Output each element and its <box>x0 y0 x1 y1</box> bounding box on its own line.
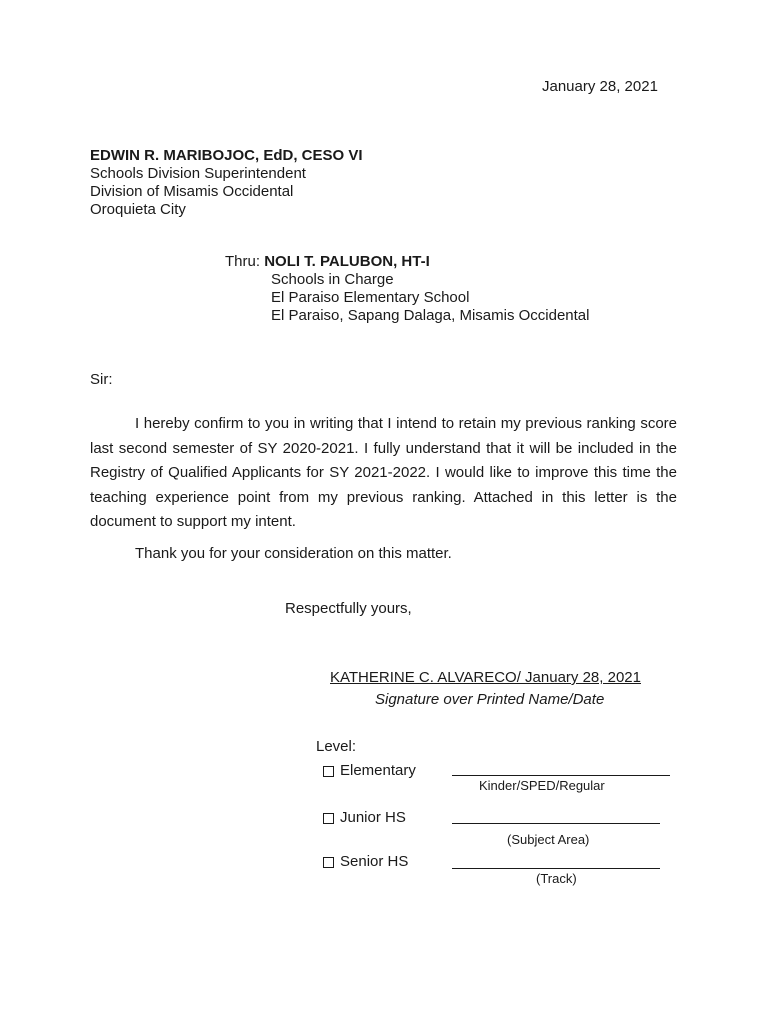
senior-hs-blank[interactable] <box>452 868 660 869</box>
elementary-blank[interactable] <box>452 775 670 776</box>
body-paragraph: I hereby confirm to you in writing that I intend to retain my previous ranking score last second semester of SY 2020-2021. I fully understand that it will be included in the Registry of Qualified Applicants for SY 2021-2022. I would like to improve this time the teaching experience point from my previous ranking. Attached in this letter is the document to support my intent. <box>90 415 677 530</box>
letter-date: January 28, 2021 <box>542 78 658 95</box>
thru-address: El Paraiso, Sapang Dalaga, Misamis Occidental <box>271 307 590 324</box>
elementary-checkbox[interactable] <box>323 766 334 777</box>
thanks-line: Thank you for your consideration on this matter. <box>135 545 452 562</box>
elementary-hint: Kinder/SPED/Regular <box>479 778 605 793</box>
thru-school: El Paraiso Elementary School <box>271 289 470 306</box>
junior-hs-label: Junior HS <box>340 809 406 826</box>
thru-line <box>225 253 430 271</box>
addressee-city: Oroquieta City <box>90 201 186 218</box>
thru-title: Schools in Charge <box>271 271 394 288</box>
closing: Respectfully yours, <box>285 600 412 617</box>
junior-hs-blank[interactable] <box>452 823 660 824</box>
letter-body <box>90 412 677 535</box>
addressee-title: Schools Division Superintendent <box>90 165 306 182</box>
addressee-division: Division of Misamis Occidental <box>90 183 294 200</box>
level-label: Level: <box>316 738 357 755</box>
elementary-label: Elementary <box>340 762 416 779</box>
addressee-name: EDWIN R. MARIBOJOC, EdD, CESO VI <box>90 147 363 164</box>
salutation: Sir: <box>90 371 113 388</box>
senior-hs-checkbox[interactable] <box>323 857 334 868</box>
junior-hs-hint: (Subject Area) <box>507 832 590 847</box>
junior-hs-checkbox[interactable] <box>323 813 334 824</box>
senior-hs-hint: (Track) <box>536 871 577 886</box>
signature-line: KATHERINE C. ALVARECO/ January 28, 2021 <box>330 669 641 686</box>
signature-caption: Signature over Printed Name/Date <box>375 691 605 708</box>
thru-label: Thru: <box>225 253 261 270</box>
senior-hs-label: Senior HS <box>340 853 409 870</box>
thru-name: NOLI T. PALUBON, HT-I <box>264 253 430 270</box>
